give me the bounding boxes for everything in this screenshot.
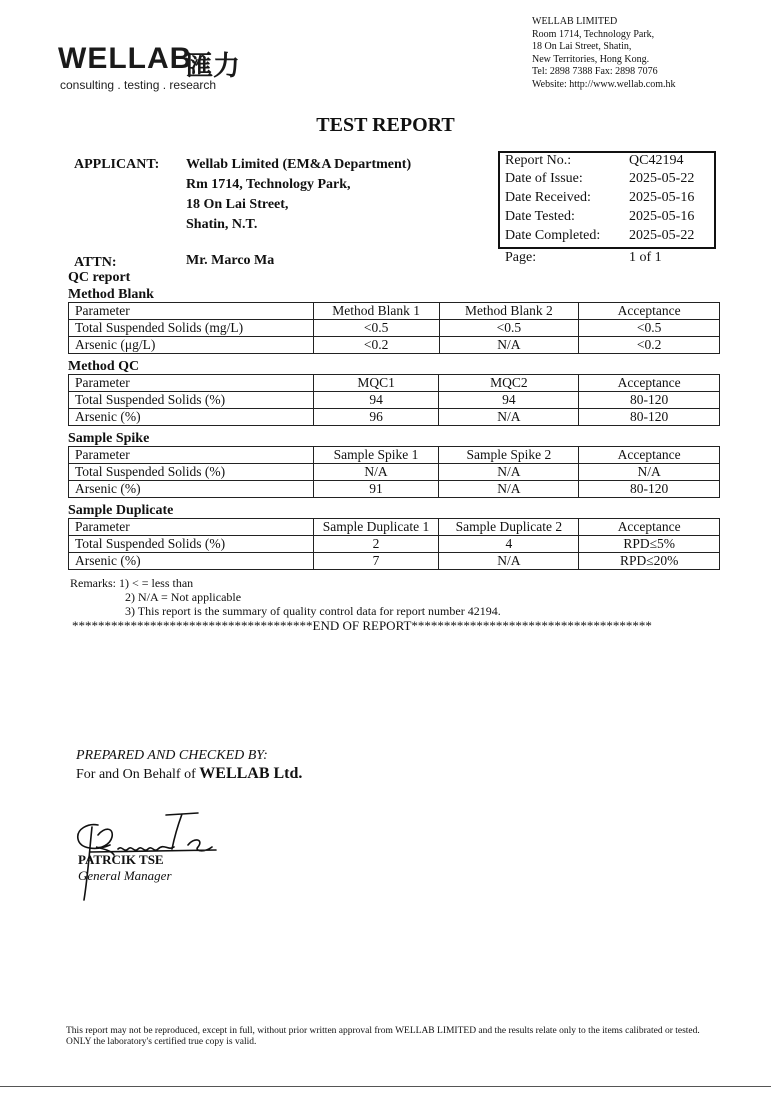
company-address-block	[532, 16, 676, 91]
bottom-divider	[0, 1086, 771, 1087]
company-tagline: consulting . testing . research	[60, 78, 217, 92]
value-cell: 7	[313, 553, 439, 570]
sample-spike-heading: Sample Spike	[68, 431, 150, 446]
table-row	[69, 536, 720, 553]
table-header-row	[69, 303, 720, 320]
report-number-value: QC42194	[629, 153, 684, 168]
acceptance-cell: <0.2	[579, 337, 720, 354]
table-row	[69, 337, 720, 354]
sample-duplicate-table	[68, 518, 720, 570]
value-cell: <0.2	[313, 337, 439, 354]
signer-name: PATRCIK TSE	[78, 852, 164, 867]
sample-spike-table	[68, 446, 720, 498]
remark-line: 3) This report is the summary of quality control data for report number 42194.	[125, 604, 501, 618]
company-logo-chinese: 匯力	[186, 51, 240, 82]
acceptance-cell: 80-120	[579, 481, 720, 498]
table-header-cell: Acceptance	[579, 447, 720, 464]
acceptance-cell: 80-120	[579, 392, 720, 409]
value-cell: N/A	[439, 553, 579, 570]
acceptance-cell: <0.5	[579, 320, 720, 337]
date-tested-value: 2025-05-16	[629, 209, 695, 224]
value-cell: 2	[313, 536, 439, 553]
company-address-line: New Territories, Hong Kong.	[532, 53, 650, 65]
acceptance-cell: RPD≤5%	[579, 536, 720, 553]
table-header-cell: Method Blank 1	[313, 303, 439, 320]
parameter-cell: Arsenic (%)	[69, 481, 314, 498]
date-received-value: 2025-05-16	[629, 190, 695, 205]
sample-duplicate-heading: Sample Duplicate	[68, 503, 174, 518]
table-header-cell: Acceptance	[579, 375, 720, 392]
applicant-name: Wellab Limited (EM&A Department)	[186, 157, 412, 172]
table-header-cell: Parameter	[69, 303, 314, 320]
table-header-cell: Sample Duplicate 2	[439, 519, 579, 536]
method-qc-table	[68, 374, 720, 426]
parameter-cell: Arsenic (%)	[69, 409, 314, 426]
applicant-address-line: 18 On Lai Street,	[186, 197, 289, 212]
company-address-line: 18 On Lai Street, Shatin,	[532, 41, 632, 52]
page-label: Page:	[505, 250, 537, 265]
remark-line: 2) N/A = Not applicable	[125, 590, 242, 604]
table-header-row	[69, 519, 720, 536]
parameter-cell: Arsenic (%)	[69, 553, 314, 570]
parameter-cell: Arsenic (μg/L)	[69, 337, 314, 354]
table-header-cell: Parameter	[69, 375, 314, 392]
on-behalf-text: For and On Behalf of	[76, 767, 200, 782]
table-row	[69, 392, 720, 409]
parameter-cell: Total Suspended Solids (%)	[69, 464, 314, 481]
table-row	[69, 553, 720, 570]
table-header-cell: Sample Spike 2	[439, 447, 579, 464]
table-header-cell: MQC2	[439, 375, 579, 392]
applicant-label: APPLICANT:	[74, 157, 160, 172]
attn-value: Mr. Marco Ma	[186, 253, 275, 268]
table-row	[69, 320, 720, 337]
method-blank-heading: Method Blank	[68, 287, 154, 302]
end-of-report-line: *************************************END OF REPORT*************************************	[72, 618, 652, 633]
company-website: Website: http://www.wellab.com.hk	[532, 78, 676, 90]
table-row	[69, 464, 720, 481]
value-cell: 94	[313, 392, 439, 409]
remarks	[70, 576, 501, 618]
applicant-address-line: Rm 1714, Technology Park,	[186, 177, 351, 192]
acceptance-cell: N/A	[579, 464, 720, 481]
page-value: 1 of 1	[629, 250, 662, 265]
company-address-line: Room 1714, Technology Park,	[532, 28, 655, 40]
table-header-cell: Acceptance	[579, 303, 720, 320]
on-behalf-company: WELLAB Ltd.	[199, 765, 303, 782]
parameter-cell: Total Suspended Solids (mg/L)	[69, 320, 314, 337]
value-cell: 94	[439, 392, 579, 409]
footer-disclaimer: This report may not be reproduced, except in full, without prior written approval from WELLAB LIMITED and the results relate only to the items calibrated or tested. ONLY the laboratory's certified true copy is valid.	[66, 1026, 700, 1047]
date-of-issue-label: Date of Issue:	[505, 171, 583, 186]
table-header-cell: Method Blank 2	[439, 303, 579, 320]
value-cell: 96	[313, 409, 439, 426]
company-phone-fax: Tel: 2898 7388 Fax: 2898 7076	[532, 66, 658, 77]
value-cell: <0.5	[439, 320, 579, 337]
applicant-address	[186, 155, 411, 235]
table-header-row	[69, 375, 720, 392]
acceptance-cell: RPD≤20%	[579, 553, 720, 570]
value-cell: 91	[313, 481, 439, 498]
table-header-cell: MQC1	[313, 375, 439, 392]
date-completed-label: Date Completed:	[505, 228, 601, 243]
value-cell: 4	[439, 536, 579, 553]
signer-title: General Manager	[78, 868, 172, 883]
report-title: TEST REPORT	[316, 114, 455, 136]
company-logo-wordmark: WELLAB	[58, 42, 193, 75]
date-of-issue-value: 2025-05-22	[629, 171, 695, 186]
date-received-label: Date Received:	[505, 190, 591, 205]
table-row	[69, 409, 720, 426]
value-cell: N/A	[439, 464, 579, 481]
value-cell: N/A	[439, 337, 579, 354]
date-completed-value: 2025-05-22	[629, 228, 695, 243]
table-header-cell: Parameter	[69, 447, 314, 464]
table-header-cell: Sample Duplicate 1	[313, 519, 439, 536]
attn-label: ATTN:	[74, 255, 117, 270]
table-row	[69, 481, 720, 498]
table-header-cell: Sample Spike 1	[313, 447, 439, 464]
on-behalf-line	[76, 765, 302, 783]
value-cell: <0.5	[313, 320, 439, 337]
parameter-cell: Total Suspended Solids (%)	[69, 536, 314, 553]
value-cell: N/A	[313, 464, 439, 481]
value-cell: N/A	[439, 409, 579, 426]
parameter-cell: Total Suspended Solids (%)	[69, 392, 314, 409]
method-qc-heading: Method QC	[68, 359, 140, 374]
qc-report-heading: QC report	[68, 270, 131, 285]
report-number-label: Report No.:	[505, 153, 572, 168]
table-header-cell: Acceptance	[579, 519, 720, 536]
applicant-address-line: Shatin, N.T.	[186, 217, 258, 232]
table-header-row	[69, 447, 720, 464]
value-cell: N/A	[439, 481, 579, 498]
acceptance-cell: 80-120	[579, 409, 720, 426]
company-name: WELLAB LIMITED	[532, 16, 618, 27]
table-header-cell: Parameter	[69, 519, 314, 536]
remark-line: Remarks: 1) < = less than	[70, 576, 194, 590]
date-tested-label: Date Tested:	[505, 209, 575, 224]
prepared-checked-label: PREPARED AND CHECKED BY:	[76, 748, 268, 763]
method-blank-table	[68, 302, 720, 354]
